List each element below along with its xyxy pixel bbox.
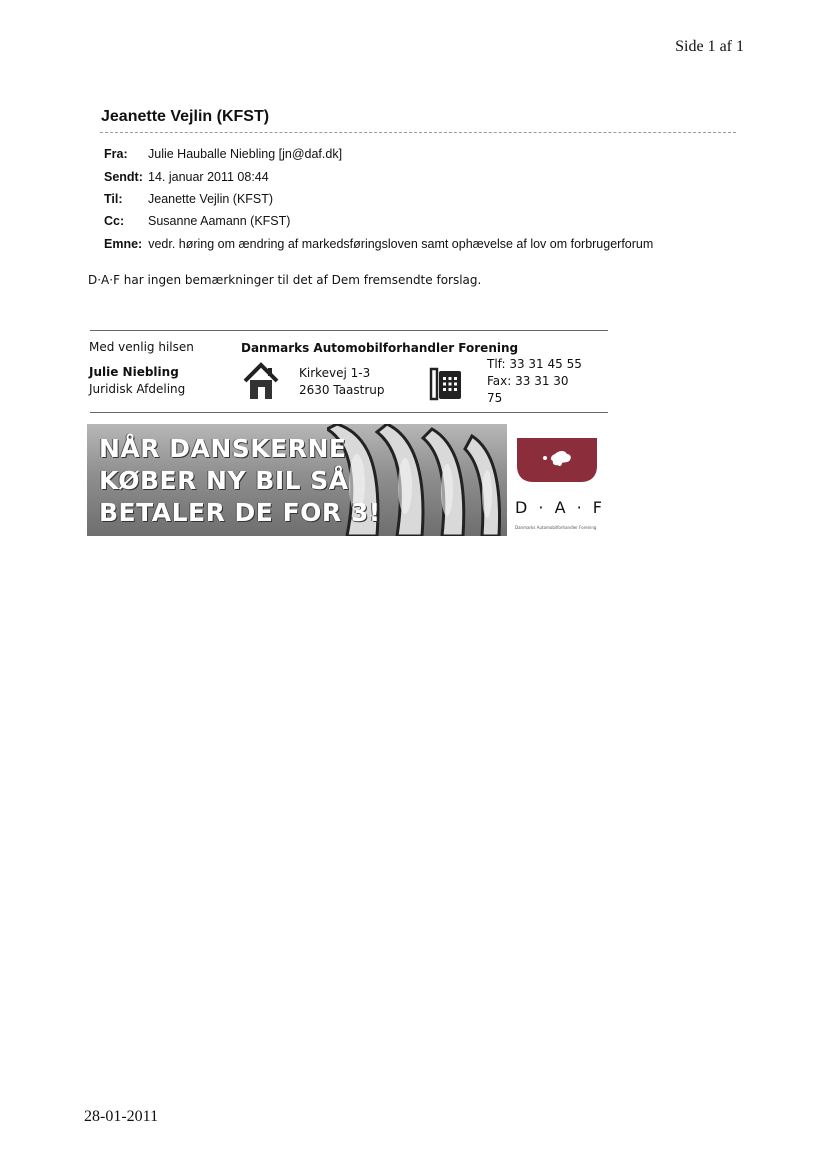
- from-value[interactable]: Julie Hauballe Niebling [jn@daf.dk]: [148, 147, 343, 161]
- header-sent-row: [104, 170, 269, 184]
- daf-banner[interactable]: [87, 424, 605, 536]
- to-label: Til:: [104, 192, 123, 206]
- signature-name: Julie Niebling: [89, 365, 179, 379]
- daf-logo-text: D · A · F: [515, 498, 605, 517]
- banner-line1: NÅR DANSKERNE: [99, 434, 347, 463]
- subject-label: Emne:: [104, 237, 143, 251]
- banner-line2: KØBER NY BIL SÅ: [99, 466, 349, 495]
- title-divider: [100, 132, 736, 133]
- banner-line3: BETALER DE FOR 3!: [99, 498, 381, 527]
- email-title: Jeanette Vejlin (KFST): [101, 108, 270, 125]
- subject-value: vedr. høring om ændring af markedsføringsloven samt ophævelse af lov om forbrugerforum: [148, 237, 654, 251]
- address-line2: 2630 Taastrup: [299, 383, 385, 397]
- home-icon: [243, 362, 279, 400]
- to-value: Jeanette Vejlin (KFST): [148, 192, 274, 206]
- daf-shield-icon: [517, 438, 597, 482]
- cc-value: Susanne Aamann (KFST): [148, 214, 291, 228]
- signature-org: Danmarks Automobilforhandler Forening: [241, 341, 519, 355]
- header-to-row: [104, 192, 274, 206]
- email-body: D·A·F har ingen bemærkninger til det af Dem fremsendte forslag.: [88, 273, 482, 287]
- page-number: Side 1 af 1: [675, 38, 744, 55]
- daf-logo-subtext: Danmarks Automobilforhandler Forening: [515, 525, 597, 530]
- signature-bottom-rule: [90, 412, 608, 413]
- signature-greeting: Med venlig hilsen: [89, 340, 194, 354]
- header-cc-row: [104, 214, 291, 228]
- phone-icon: [429, 366, 463, 402]
- header-from-row: [104, 147, 343, 161]
- address-line1: Kirkevej 1-3: [299, 366, 371, 380]
- signature-top-rule: [90, 330, 608, 331]
- phone-number: Tlf: 33 31 45 55: [487, 357, 582, 371]
- daf-logo: [507, 424, 605, 536]
- footer-date: 28-01-2011: [84, 1108, 159, 1125]
- sent-value: 14. januar 2011 08:44: [148, 170, 269, 184]
- from-label: Fra:: [104, 147, 128, 161]
- cc-label: Cc:: [104, 214, 125, 228]
- header-subject-row: [104, 237, 653, 251]
- fax-number: Fax: 33 31 30: [487, 374, 569, 388]
- signature-department: Juridisk Afdeling: [89, 382, 186, 396]
- sent-label: Sendt:: [104, 170, 143, 184]
- fax-number-cont: 75: [487, 391, 503, 405]
